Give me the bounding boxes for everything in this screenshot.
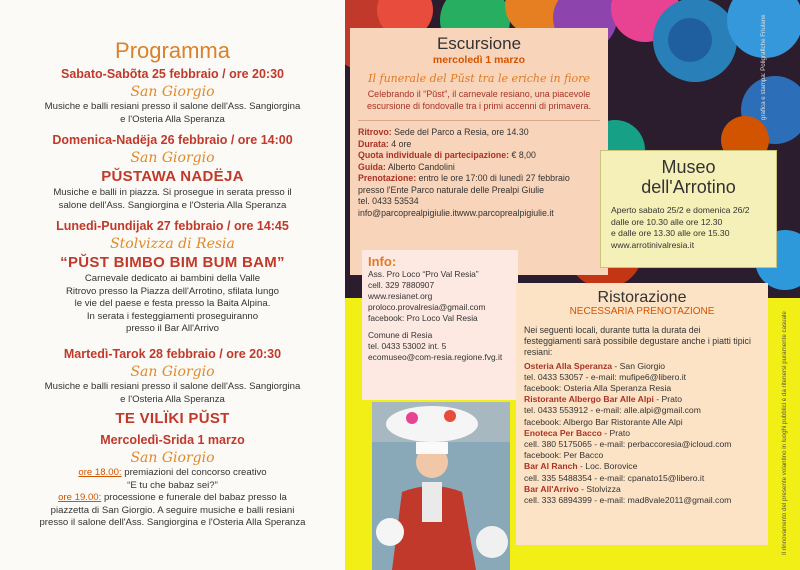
programma-title: Programma xyxy=(115,38,230,63)
event-date: Mercoledì-Srida 1 marzo xyxy=(100,433,245,447)
museo-line: dalle ore 10.30 alle ore 12.30 xyxy=(611,216,723,227)
place-contact: facebook: Per Bacco xyxy=(524,450,604,461)
credits-note: grafica e stampa: Poligrafiche Friulane xyxy=(760,14,767,120)
place-contact: tel. 0433 553912 - e-mail: alle.alpi@gmail.com xyxy=(524,405,701,416)
event-desc: piazzetta di San Giorgio. A seguire musiche e balli resiani xyxy=(50,504,295,516)
place-name: Bar All'Arrivo xyxy=(524,483,579,494)
event-place: Stolvizza di Resia xyxy=(110,236,235,252)
label: Prenotazione: xyxy=(358,173,417,183)
escursione-intro: escursione di fondovalle tra i primi accenni di primavera. xyxy=(366,100,592,111)
museo-title: dell'Arrotino xyxy=(641,177,736,197)
place-contact: facebook: Albergo Bar Ristorante Alle Alpi xyxy=(524,416,683,427)
place-contact: tel. 0433 53057 - e-mail: mufipe6@libero.it xyxy=(524,371,687,382)
event-desc: e l'Osteria Alla Speranza xyxy=(120,393,225,405)
escursione-subtitle: Il funerale del Pŭst tra le eriche in fiore xyxy=(368,72,590,85)
place-loc: - San Giorgio xyxy=(612,360,666,371)
escursione-title: Escursione xyxy=(436,34,522,53)
escursione-intro: Celebrando il “Pŭst”, il carnevale resiano, una piacevole xyxy=(367,89,591,99)
place-loc: - Prato xyxy=(653,394,683,405)
event-date: Sabato-Sabõta 25 febbraio / ore 20:30 xyxy=(61,67,284,81)
place-name: Osteria Alla Speranza xyxy=(524,360,613,371)
event-2 xyxy=(4,132,341,212)
info-box xyxy=(362,250,518,400)
info-line: Comune di Resia xyxy=(368,330,433,340)
event-desc: Musiche e balli resiani presso il salone dell'Ass. Sangiorgina xyxy=(44,101,301,112)
ristorazione-intro: Nei seguenti locali, durante tutta la durata dei festeggiamenti sarà possibile degustare anche i piatti tipici resiani: xyxy=(524,325,751,358)
info-link[interactable]: www.resianet.org xyxy=(368,291,433,301)
museo-link[interactable]: www.arrotinivalresia.it xyxy=(611,239,695,250)
value: entro le ore 17:00 di lunedì 27 febbraio xyxy=(416,173,570,183)
event-date: Martedì-Tarok 28 febbraio / ore 20:30 xyxy=(63,347,282,361)
event-4 xyxy=(4,346,341,429)
place-contact: facebook: Osteria Alla Speranza Resia xyxy=(524,383,672,394)
escursione-box xyxy=(350,28,608,275)
event-date: Lunedì-Pundijak 27 febbraio / ore 14:45 xyxy=(56,219,289,233)
ristorazione-title: Ristorazione xyxy=(597,289,687,306)
event-desc: processione e funerale del babaz presso la xyxy=(101,492,287,503)
info-link[interactable]: proloco.provalresia@gmail.com xyxy=(368,302,486,312)
phone: tel. 0433 53534 xyxy=(358,196,419,206)
event-time: ore 19.00: xyxy=(58,492,102,503)
event-1 xyxy=(4,66,341,126)
event-desc: Ritrovo presso la Piazza dell'Arrotino, sfilata lungo xyxy=(66,285,279,297)
label: Quota individuale di partecipazione: xyxy=(358,150,510,160)
museo-title: Museo xyxy=(661,157,716,177)
place-contact: cell. 380 5175065 - e-mail: perbaccoresia@icloud.com xyxy=(524,439,732,450)
label: Guida: xyxy=(358,161,386,172)
event-desc: premiazioni del concorso creativo xyxy=(121,467,267,478)
place-contact: cell. 333 6894399 - e-mail: mad8vale2011@gmail.com xyxy=(524,495,732,506)
info-line: tel. 0433 53002 int. 5 xyxy=(368,341,447,351)
label: Ritrovo: xyxy=(358,127,392,137)
escursione-date: mercoledì 1 marzo xyxy=(432,54,526,66)
value: € 8,00 xyxy=(509,150,536,160)
info-line: cell. 329 7880907 xyxy=(368,280,435,290)
event-headline: TE VILÏKI PŬST xyxy=(115,410,230,427)
event-time: ore 18.00: xyxy=(78,467,122,478)
event-desc: presso il salone dell'Ass. Sangiorgina e l'Osteria Alla Speranza xyxy=(39,517,306,528)
label: Durata: xyxy=(358,138,389,149)
info-line: Ass. Pro Loco “Pro Val Resia” xyxy=(368,269,479,279)
place-name: Bar Al Ranch xyxy=(524,461,578,472)
web-link[interactable]: www.parcoprealpigiulie.it xyxy=(456,207,554,218)
event-headline: “PŬST BIMBO BIM BUM BAM” xyxy=(60,254,285,271)
event-desc: In serata i festeggiamenti proseguiranno xyxy=(86,310,259,322)
event-desc: Carnevale dedicato ai bambini della Valle xyxy=(84,273,261,284)
value: presso l'Ente Parco naturale delle Prealpi Giulie xyxy=(358,184,545,195)
museo-box xyxy=(600,150,777,268)
event-desc: le vie del paese e festa presso la Baita Alpina. xyxy=(74,298,271,309)
event-desc: Musiche e balli resiani presso il salone dell'Ass. Sangiorgina xyxy=(44,381,301,392)
event-desc: e l'Osteria Alla Speranza xyxy=(120,113,225,125)
event-place: San Giorgio xyxy=(130,84,215,100)
place-loc: - Loc. Borovice xyxy=(577,461,638,472)
info-line: facebook: Pro Loco Val Resia xyxy=(368,313,478,323)
divider xyxy=(358,120,600,121)
event-desc: salone dell'Ass. Sangiorgina e l'Osteria Alla Speranza xyxy=(58,199,287,211)
event-date: Domenica-Nadëja 26 febbraio / ore 14:00 xyxy=(52,133,293,147)
museo-line: Aperto sabato 25/2 e domenica 26/2 xyxy=(611,205,750,215)
place-name: Enoteca Per Bacco xyxy=(524,427,602,438)
disclaimer-note: Il rinnovamento del presente volantino in luoghi pubblici è da ritenersi puramente casuale xyxy=(781,311,788,555)
place-contact: cell. 335 5488354 - e-mail: cpanato15@libero.it xyxy=(524,472,705,483)
event-5 xyxy=(4,432,341,530)
value: Alberto Candolini xyxy=(385,161,455,172)
event-place: San Giorgio xyxy=(130,364,215,380)
info-title: Info: xyxy=(368,254,397,269)
info-link[interactable]: ecomuseo@com-resia.regione.fvg.it xyxy=(368,352,503,362)
value: Sede del Parco a Resia, ore 14.30 xyxy=(391,127,529,137)
place-name: Ristorante Albergo Bar Alle Alpi xyxy=(524,394,654,405)
event-place: San Giorgio xyxy=(130,150,215,166)
museo-line: e dalle ore 13.30 alle ore 15.30 xyxy=(611,228,730,238)
event-desc: “E tu che babaz sei?” xyxy=(127,479,218,491)
event-desc: presso il Bar All'Arrivo xyxy=(126,323,219,334)
event-3 xyxy=(4,218,341,336)
event-place: San Giorgio xyxy=(130,450,215,466)
event-desc: Musiche e balli in piazza. Si prosegue in serata presso il xyxy=(53,187,292,198)
value: 4 ore xyxy=(388,138,412,149)
event-headline: PŬSTAWA NADËJA xyxy=(101,168,244,185)
ristorazione-subtitle: NECESSARIA PRENOTAZIONE xyxy=(569,306,715,317)
ristorazione-box xyxy=(516,283,768,545)
programma-panel xyxy=(0,0,345,570)
place-loc: - Prato xyxy=(601,427,631,438)
carnival-photo xyxy=(372,402,510,570)
email-link[interactable]: info@parcoprealpigiulie.it xyxy=(358,207,457,218)
place-loc: - Stolvizza xyxy=(578,483,621,494)
